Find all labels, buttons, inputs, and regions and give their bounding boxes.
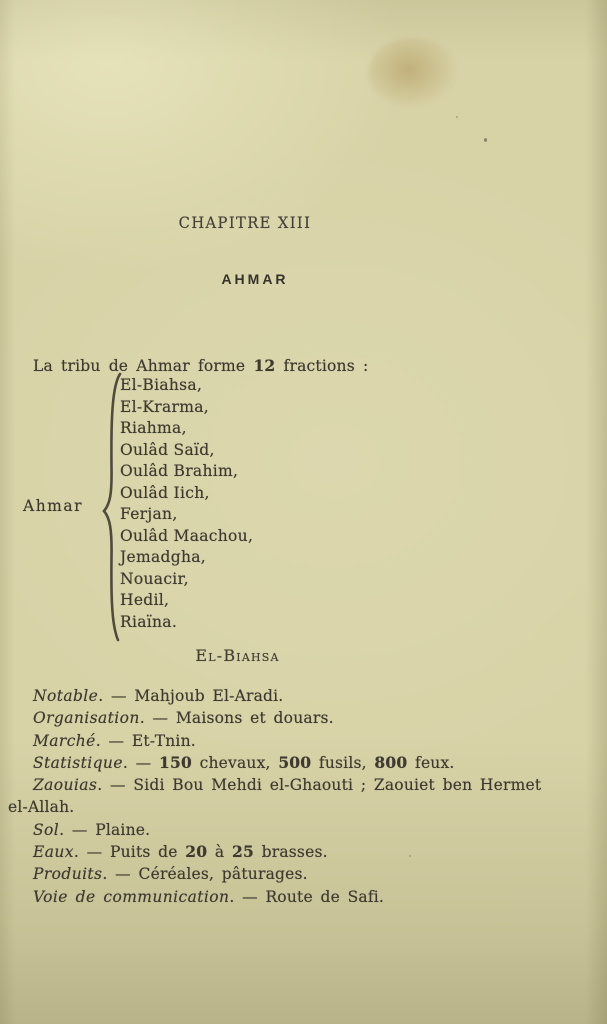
text-segment: Céréales, pâturages. bbox=[138, 865, 308, 884]
fraction-item: Riaïna. bbox=[120, 613, 178, 632]
text-segment: 25 bbox=[231, 842, 254, 862]
paper-speck bbox=[456, 116, 458, 118]
entry-line bbox=[8, 886, 568, 908]
entry-separator: . — bbox=[102, 865, 139, 884]
tribe-title: AHMAR bbox=[221, 271, 289, 287]
paper-stain bbox=[368, 38, 458, 108]
text-segment: Et-Tnin. bbox=[131, 731, 196, 750]
entry-label: Zaouias bbox=[33, 776, 98, 795]
chapter-title: CHAPITRE XIII bbox=[178, 213, 312, 232]
text-segment: 12 bbox=[253, 356, 276, 375]
entry-line bbox=[8, 707, 568, 729]
fraction-item: Oulâd Maachou, bbox=[120, 526, 254, 545]
text-segment: 150 bbox=[159, 752, 192, 772]
text-segment: à bbox=[207, 843, 232, 862]
text-segment: 800 bbox=[374, 752, 408, 772]
text-segment: Route de Safi. bbox=[265, 887, 385, 906]
entry-separator: . — bbox=[229, 887, 266, 906]
fraction-item: Oulâd Brahim, bbox=[120, 462, 239, 481]
text-segment: Puits de bbox=[109, 843, 186, 862]
text-segment: brasses. bbox=[253, 843, 328, 862]
fraction-item: Oulâd Iich, bbox=[120, 483, 210, 502]
entry-separator: . — bbox=[95, 731, 132, 750]
fraction-item: El-Krarma, bbox=[120, 397, 210, 416]
entry-label: Statistique bbox=[33, 753, 123, 772]
entry-separator: . — bbox=[139, 709, 176, 728]
entry-separator: . — bbox=[97, 776, 134, 795]
text-segment: La tribu de Ahmar forme bbox=[33, 357, 254, 375]
entry-line bbox=[8, 752, 568, 774]
text-segment: fusils, bbox=[311, 753, 375, 772]
text-segment: el-Allah. bbox=[8, 798, 75, 817]
entry-label: Organisation bbox=[33, 709, 140, 728]
tribe-brace-label: Ahmar bbox=[23, 497, 84, 515]
entry-label: Sol bbox=[33, 820, 60, 839]
entry-separator: . — bbox=[98, 687, 135, 705]
section-heading: El-Biahsa bbox=[195, 646, 280, 665]
fraction-list bbox=[120, 375, 253, 634]
entry-line bbox=[8, 863, 568, 885]
entry-label: Eaux bbox=[33, 843, 74, 862]
entry-label: Produits bbox=[33, 865, 103, 884]
entry-label: Voie de communication bbox=[33, 887, 230, 906]
fraction-item: Riahma, bbox=[120, 419, 187, 438]
fraction-item: Jemadgha, bbox=[120, 548, 207, 567]
entry-label: Notable bbox=[33, 687, 99, 705]
text-segment: feux. bbox=[407, 753, 455, 772]
fraction-item: El-Biahsa, bbox=[120, 376, 203, 394]
entry-line bbox=[8, 841, 568, 863]
fraction-item: Nouacir, bbox=[120, 569, 189, 588]
fraction-item: Oulâd Saïd, bbox=[120, 440, 215, 459]
intro-line bbox=[33, 356, 368, 375]
fraction-item: Hedil, bbox=[120, 591, 170, 610]
entry-separator: . — bbox=[59, 820, 96, 839]
text-segment: Mahjoub El-Aradi. bbox=[134, 687, 284, 705]
entry-separator: . — bbox=[73, 843, 110, 862]
fraction-item: Ferjan, bbox=[120, 505, 178, 524]
entry-line bbox=[8, 774, 568, 796]
text-segment: chevaux, bbox=[191, 753, 279, 772]
entry-line bbox=[8, 819, 568, 841]
text-segment: 20 bbox=[185, 842, 208, 862]
paper-speck bbox=[484, 138, 487, 142]
text-segment: Sidi Bou Mehdi el-Ghaouti ; Zaouiet ben Hermet bbox=[133, 776, 542, 795]
entry-line bbox=[8, 730, 568, 752]
text-segment: fractions : bbox=[275, 357, 369, 375]
entry-separator: . — bbox=[122, 753, 159, 772]
entry-list bbox=[8, 685, 568, 908]
text-segment: Plaine. bbox=[95, 820, 151, 839]
entry-line bbox=[8, 685, 568, 707]
text-segment: 500 bbox=[278, 752, 312, 772]
text-segment: Maisons et douars. bbox=[175, 709, 334, 728]
entry-line bbox=[8, 796, 568, 818]
entry-label: Marché bbox=[33, 731, 96, 750]
